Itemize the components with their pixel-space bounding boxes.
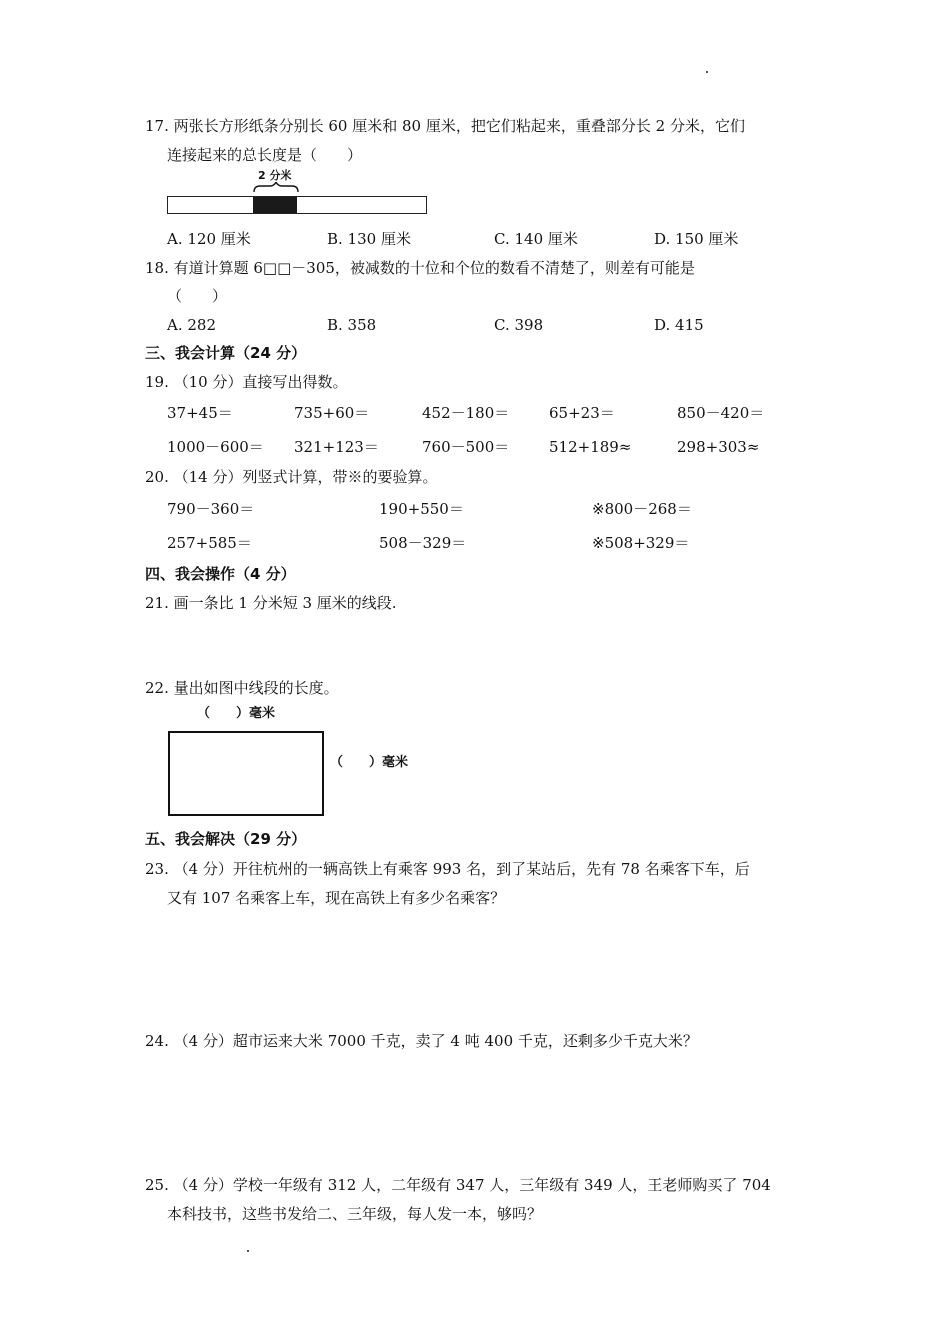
q17-paper-strip bbox=[167, 196, 427, 214]
q25-line1: 25. （4 分）学校一年级有 312 人，二年级有 347 人，三年级有 349 人，王老师购买了 704 bbox=[145, 1176, 771, 1194]
q17-brace bbox=[252, 182, 300, 194]
q19-r1-c3: 452－180＝ bbox=[422, 404, 510, 422]
q18-option-c: C. 398 bbox=[494, 316, 544, 334]
q22-top-label: （ ）毫米 bbox=[197, 706, 276, 721]
q17-option-a: A. 120 厘米 bbox=[167, 230, 251, 248]
q19-r2-c2: 321+123＝ bbox=[294, 438, 379, 456]
q19-r2-c3: 760－500＝ bbox=[422, 438, 510, 456]
q23-line2: 又有 107 名乘客上车，现在高铁上有多少名乘客？ bbox=[167, 889, 506, 907]
q20-r1-c3: ※800－268＝ bbox=[592, 500, 692, 518]
q24-line1: 24. （4 分）超市运来大米 7000 千克，卖了 4 吨 400 千克，还剩多少千克大米？ bbox=[145, 1032, 698, 1050]
q22-side-label: （ ）毫米 bbox=[330, 755, 409, 770]
q20-r2-c2: 508－329＝ bbox=[379, 534, 467, 552]
q19-r1-c4: 65+23＝ bbox=[549, 404, 615, 422]
q17-option-d: D. 150 厘米 bbox=[654, 230, 739, 248]
q18-option-a: A. 282 bbox=[167, 316, 216, 334]
q19-r2-c4: 512+189≈ bbox=[549, 438, 632, 456]
section4-title: 四、我会操作（4 分） bbox=[145, 565, 296, 583]
q21-stem: 21. 画一条比 1 分米短 3 厘米的线段. bbox=[145, 594, 397, 612]
q17-option-c: C. 140 厘米 bbox=[494, 230, 578, 248]
q23-line1: 23. （4 分）开往杭州的一辆高铁上有乘客 993 名，到了某站后，先有 78 名乘客下车，后 bbox=[145, 860, 750, 878]
q20-r2-c1: 257+585＝ bbox=[167, 534, 252, 552]
q17-line2: 连接起来的总长度是（ ） bbox=[167, 146, 363, 164]
q19-r1-c2: 735+60＝ bbox=[294, 404, 370, 422]
q20-stem: 20. （14 分）列竖式计算，带※的要验算。 bbox=[145, 468, 438, 486]
q18-line1: 18. 有道计算题 6□□－305，被减数的十位和个位的数看不清楚了，则差有可能是 bbox=[145, 259, 695, 277]
q20-r2-c3: ※508+329＝ bbox=[592, 534, 690, 552]
q17-figure-label: 2 分米 bbox=[258, 169, 292, 182]
q18-option-d: D. 415 bbox=[654, 316, 704, 334]
q19-r2-c5: 298+303≈ bbox=[677, 438, 760, 456]
q25-line2: 本科技书，这些书发给二、三年级，每人发一本，够吗？ bbox=[167, 1205, 543, 1223]
q19-stem: 19. （10 分）直接写出得数。 bbox=[145, 373, 348, 391]
page-dot-top bbox=[706, 71, 708, 73]
q18-option-b: B. 358 bbox=[327, 316, 377, 334]
section3-title: 三、我会计算（24 分） bbox=[145, 344, 307, 362]
q22-rectangle bbox=[168, 731, 324, 816]
section5-title: 五、我会解决（29 分） bbox=[145, 830, 307, 848]
q17-option-b: B. 130 厘米 bbox=[327, 230, 411, 248]
q19-r1-c5: 850－420＝ bbox=[677, 404, 765, 422]
q18-line2: （ ） bbox=[167, 287, 228, 305]
q20-r1-c1: 790－360＝ bbox=[167, 500, 255, 518]
page-dot-bottom bbox=[247, 1250, 249, 1252]
q19-r2-c1: 1000－600＝ bbox=[167, 438, 264, 456]
q17-line1: 17. 两张长方形纸条分别长 60 厘米和 80 厘米，把它们粘起来，重叠部分长 2 分米，它们 bbox=[145, 117, 745, 135]
q22-stem: 22. 量出如图中线段的长度。 bbox=[145, 679, 339, 697]
q19-r1-c1: 37+45＝ bbox=[167, 404, 233, 422]
q17-overlap-section bbox=[253, 197, 297, 213]
q20-r1-c2: 190+550＝ bbox=[379, 500, 464, 518]
